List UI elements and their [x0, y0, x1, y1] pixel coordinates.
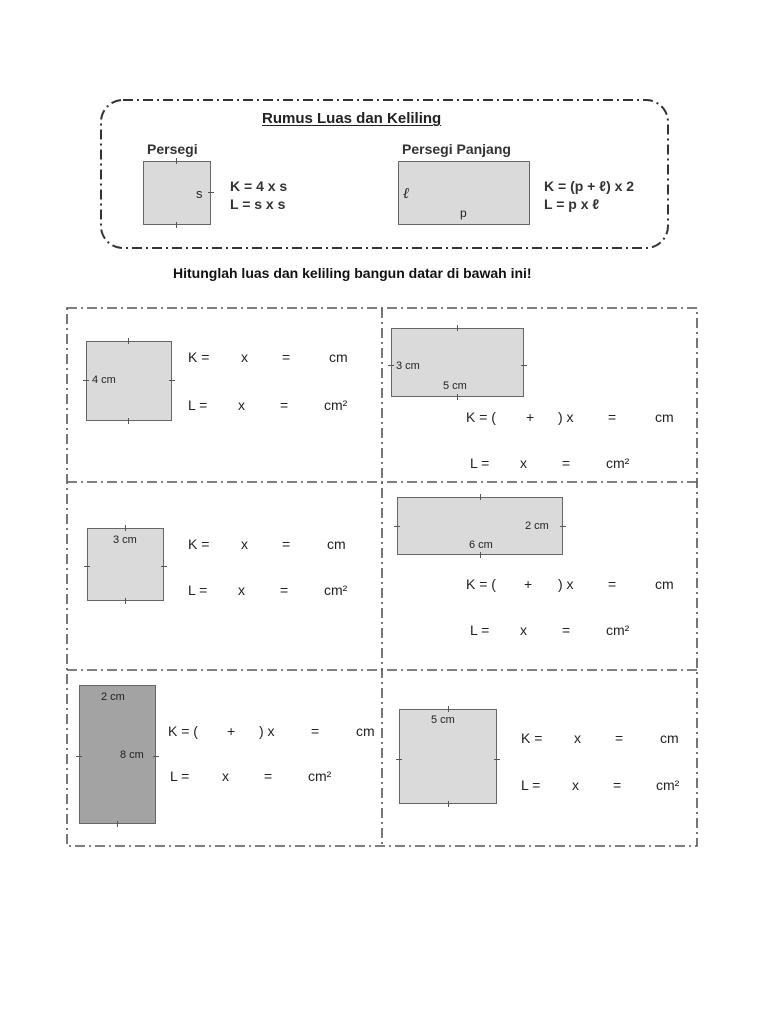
unit-cm2: cm² — [656, 777, 680, 793]
equals-sign: = — [613, 777, 622, 793]
tick-mark — [388, 365, 394, 366]
area-prefix: L = — [188, 582, 208, 598]
square-side-label: s — [196, 186, 203, 201]
width-label: 3 cm — [396, 360, 420, 372]
close-paren-times: ) x — [558, 576, 574, 592]
plus-sign: + — [524, 576, 533, 592]
unit-cm: cm — [655, 409, 674, 425]
equals-sign: = — [615, 730, 624, 746]
tick-mark — [176, 158, 177, 164]
unit-cm2: cm² — [606, 622, 630, 638]
side-length-label: 5 cm — [431, 714, 455, 726]
area-prefix: L = — [188, 397, 208, 413]
equals-sign: = — [562, 622, 571, 638]
tick-mark — [394, 526, 400, 527]
close-paren-times: ) x — [259, 723, 275, 739]
tick-mark — [457, 394, 458, 400]
perimeter-prefix: K = — [188, 349, 210, 365]
length-label: 6 cm — [469, 539, 493, 551]
tick-mark — [76, 756, 82, 757]
rectangle-perimeter-formula: K = (p + ℓ) x 2 — [544, 178, 635, 194]
tick-mark — [153, 756, 159, 757]
times-sign: x — [241, 349, 248, 365]
unit-cm: cm — [660, 730, 679, 746]
tick-mark — [117, 821, 118, 827]
tick-mark — [494, 759, 500, 760]
times-sign: x — [238, 582, 245, 598]
tick-mark — [448, 706, 449, 712]
plus-sign: + — [526, 409, 535, 425]
unit-cm: cm — [327, 536, 346, 552]
equals-sign: = — [608, 409, 617, 425]
tick-mark — [125, 525, 126, 531]
tick-mark — [83, 380, 89, 381]
page-title: Rumus Luas dan Keliling — [262, 110, 442, 127]
tick-mark — [480, 552, 481, 558]
area-prefix: L = — [470, 622, 490, 638]
equals-sign: = — [608, 576, 617, 592]
perimeter-prefix: K = ( — [466, 409, 496, 425]
unit-cm: cm — [329, 349, 348, 365]
times-sign: x — [222, 768, 229, 784]
unit-cm2: cm² — [308, 768, 332, 784]
side-length-label: 4 cm — [92, 374, 116, 386]
length-label: 5 cm — [443, 380, 467, 392]
length-label: 8 cm — [120, 749, 144, 761]
times-sign: x — [574, 730, 581, 746]
equals-sign: = — [282, 349, 291, 365]
tick-mark — [161, 566, 167, 567]
side-length-label: 3 cm — [113, 534, 137, 546]
equals-sign: = — [280, 582, 289, 598]
times-sign: x — [520, 455, 527, 471]
area-prefix: L = — [470, 455, 490, 471]
equals-sign: = — [311, 723, 320, 739]
perimeter-prefix: K = — [521, 730, 543, 746]
perimeter-prefix: K = ( — [466, 576, 496, 592]
times-sign: x — [572, 777, 579, 793]
unit-cm: cm — [655, 576, 674, 592]
close-paren-times: ) x — [558, 409, 574, 425]
perimeter-prefix: K = ( — [168, 723, 198, 739]
unit-cm2: cm² — [324, 582, 348, 598]
equals-sign: = — [264, 768, 273, 784]
tick-mark — [480, 494, 481, 500]
width-label: 2 cm — [525, 520, 549, 532]
times-sign: x — [241, 536, 248, 552]
unit-cm2: cm² — [606, 455, 630, 471]
instruction-text: Hitunglah luas dan keliling bangun datar di bawah ini! — [173, 265, 532, 281]
rectangle-width-label: ℓ — [403, 184, 410, 202]
unit-cm: cm — [356, 723, 375, 739]
unit-cm2: cm² — [324, 397, 348, 413]
tick-mark — [560, 526, 566, 527]
equals-sign: = — [282, 536, 291, 552]
equals-sign: = — [280, 397, 289, 413]
tick-mark — [169, 380, 175, 381]
rectangle-section-label: Persegi Panjang — [402, 141, 511, 157]
tick-mark — [128, 418, 129, 424]
width-label: 2 cm — [101, 691, 125, 703]
tick-mark — [521, 365, 527, 366]
rectangle-length-label: p — [460, 206, 467, 220]
tick-mark — [84, 566, 90, 567]
tick-mark — [396, 759, 402, 760]
square-section-label: Persegi — [147, 141, 198, 157]
times-sign: x — [520, 622, 527, 638]
tick-mark — [208, 192, 214, 193]
tick-mark — [125, 598, 126, 604]
tick-mark — [128, 338, 129, 344]
rectangle-area-formula: L = p x ℓ — [544, 196, 600, 212]
rectangle-shape — [79, 685, 156, 824]
area-prefix: L = — [170, 768, 190, 784]
tick-mark — [457, 325, 458, 331]
tick-mark — [176, 222, 177, 228]
perimeter-prefix: K = — [188, 536, 210, 552]
tick-mark — [448, 801, 449, 807]
square-area-formula: L = s x s — [230, 196, 286, 212]
plus-sign: + — [227, 723, 236, 739]
area-prefix: L = — [521, 777, 541, 793]
square-perimeter-formula: K = 4 x s — [230, 178, 288, 194]
times-sign: x — [238, 397, 245, 413]
equals-sign: = — [562, 455, 571, 471]
